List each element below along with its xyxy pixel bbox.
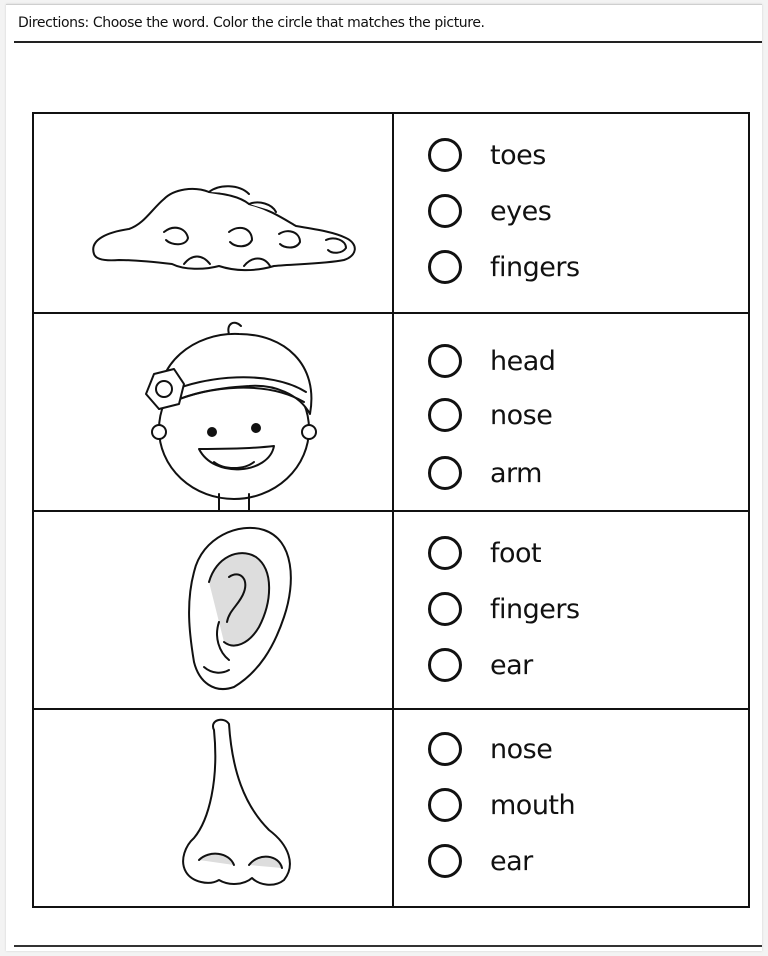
- answer-circle[interactable]: [428, 648, 462, 682]
- fingers-icon: [34, 114, 392, 312]
- answer-circle[interactable]: [428, 788, 462, 822]
- option-word: fingers: [490, 593, 580, 625]
- option-row[interactable]: [428, 390, 552, 440]
- options-1: [394, 114, 748, 312]
- option-row[interactable]: [428, 528, 541, 578]
- option-row[interactable]: [428, 130, 546, 180]
- picture-cell-4: [34, 710, 394, 906]
- answer-circle[interactable]: [428, 398, 462, 432]
- question-row-2: [34, 314, 748, 512]
- picture-cell-2: [34, 314, 394, 510]
- answer-circle[interactable]: [428, 344, 462, 378]
- options-3: [394, 512, 748, 708]
- option-word: fingers: [490, 251, 580, 283]
- answer-circle[interactable]: [428, 592, 462, 626]
- header-divider: [14, 41, 762, 43]
- answer-circle[interactable]: [428, 844, 462, 878]
- worksheet-page: [6, 4, 762, 951]
- option-row[interactable]: [428, 242, 580, 292]
- answer-circle[interactable]: [428, 250, 462, 284]
- option-word: eyes: [490, 195, 552, 227]
- ear-icon: [34, 512, 392, 708]
- answer-circle[interactable]: [428, 138, 462, 172]
- option-word: ear: [490, 845, 533, 877]
- question-row-4: [34, 710, 748, 906]
- question-row-1: [34, 114, 748, 314]
- option-word: toes: [490, 139, 546, 171]
- option-word: nose: [490, 733, 553, 765]
- option-word: foot: [490, 537, 542, 569]
- option-row[interactable]: [428, 448, 542, 498]
- options-2: [394, 314, 748, 510]
- answer-circle[interactable]: [428, 536, 462, 570]
- option-word: nose: [490, 399, 553, 431]
- answer-circle[interactable]: [428, 194, 462, 228]
- options-4: [394, 710, 748, 906]
- option-row[interactable]: [428, 336, 555, 386]
- option-row[interactable]: [428, 640, 533, 690]
- option-row[interactable]: [428, 724, 552, 774]
- picture-cell-3: [34, 512, 394, 708]
- option-word: head: [490, 345, 556, 377]
- answer-circle[interactable]: [428, 456, 462, 490]
- option-row[interactable]: [428, 584, 580, 634]
- nose-icon: [34, 710, 392, 904]
- footer-divider: [14, 945, 762, 947]
- option-word: arm: [490, 457, 542, 489]
- answer-circle[interactable]: [428, 732, 462, 766]
- picture-cell-1: [34, 114, 394, 312]
- option-word: ear: [490, 649, 533, 681]
- head-icon: [34, 314, 392, 510]
- option-row[interactable]: [428, 186, 551, 236]
- option-word: mouth: [490, 789, 576, 821]
- directions-text: Directions: Choose the word. Color the circle that matches the picture.: [18, 15, 485, 31]
- worksheet-table: [32, 112, 750, 908]
- question-row-3: [34, 512, 748, 710]
- option-row[interactable]: [428, 780, 575, 830]
- option-row[interactable]: [428, 836, 533, 886]
